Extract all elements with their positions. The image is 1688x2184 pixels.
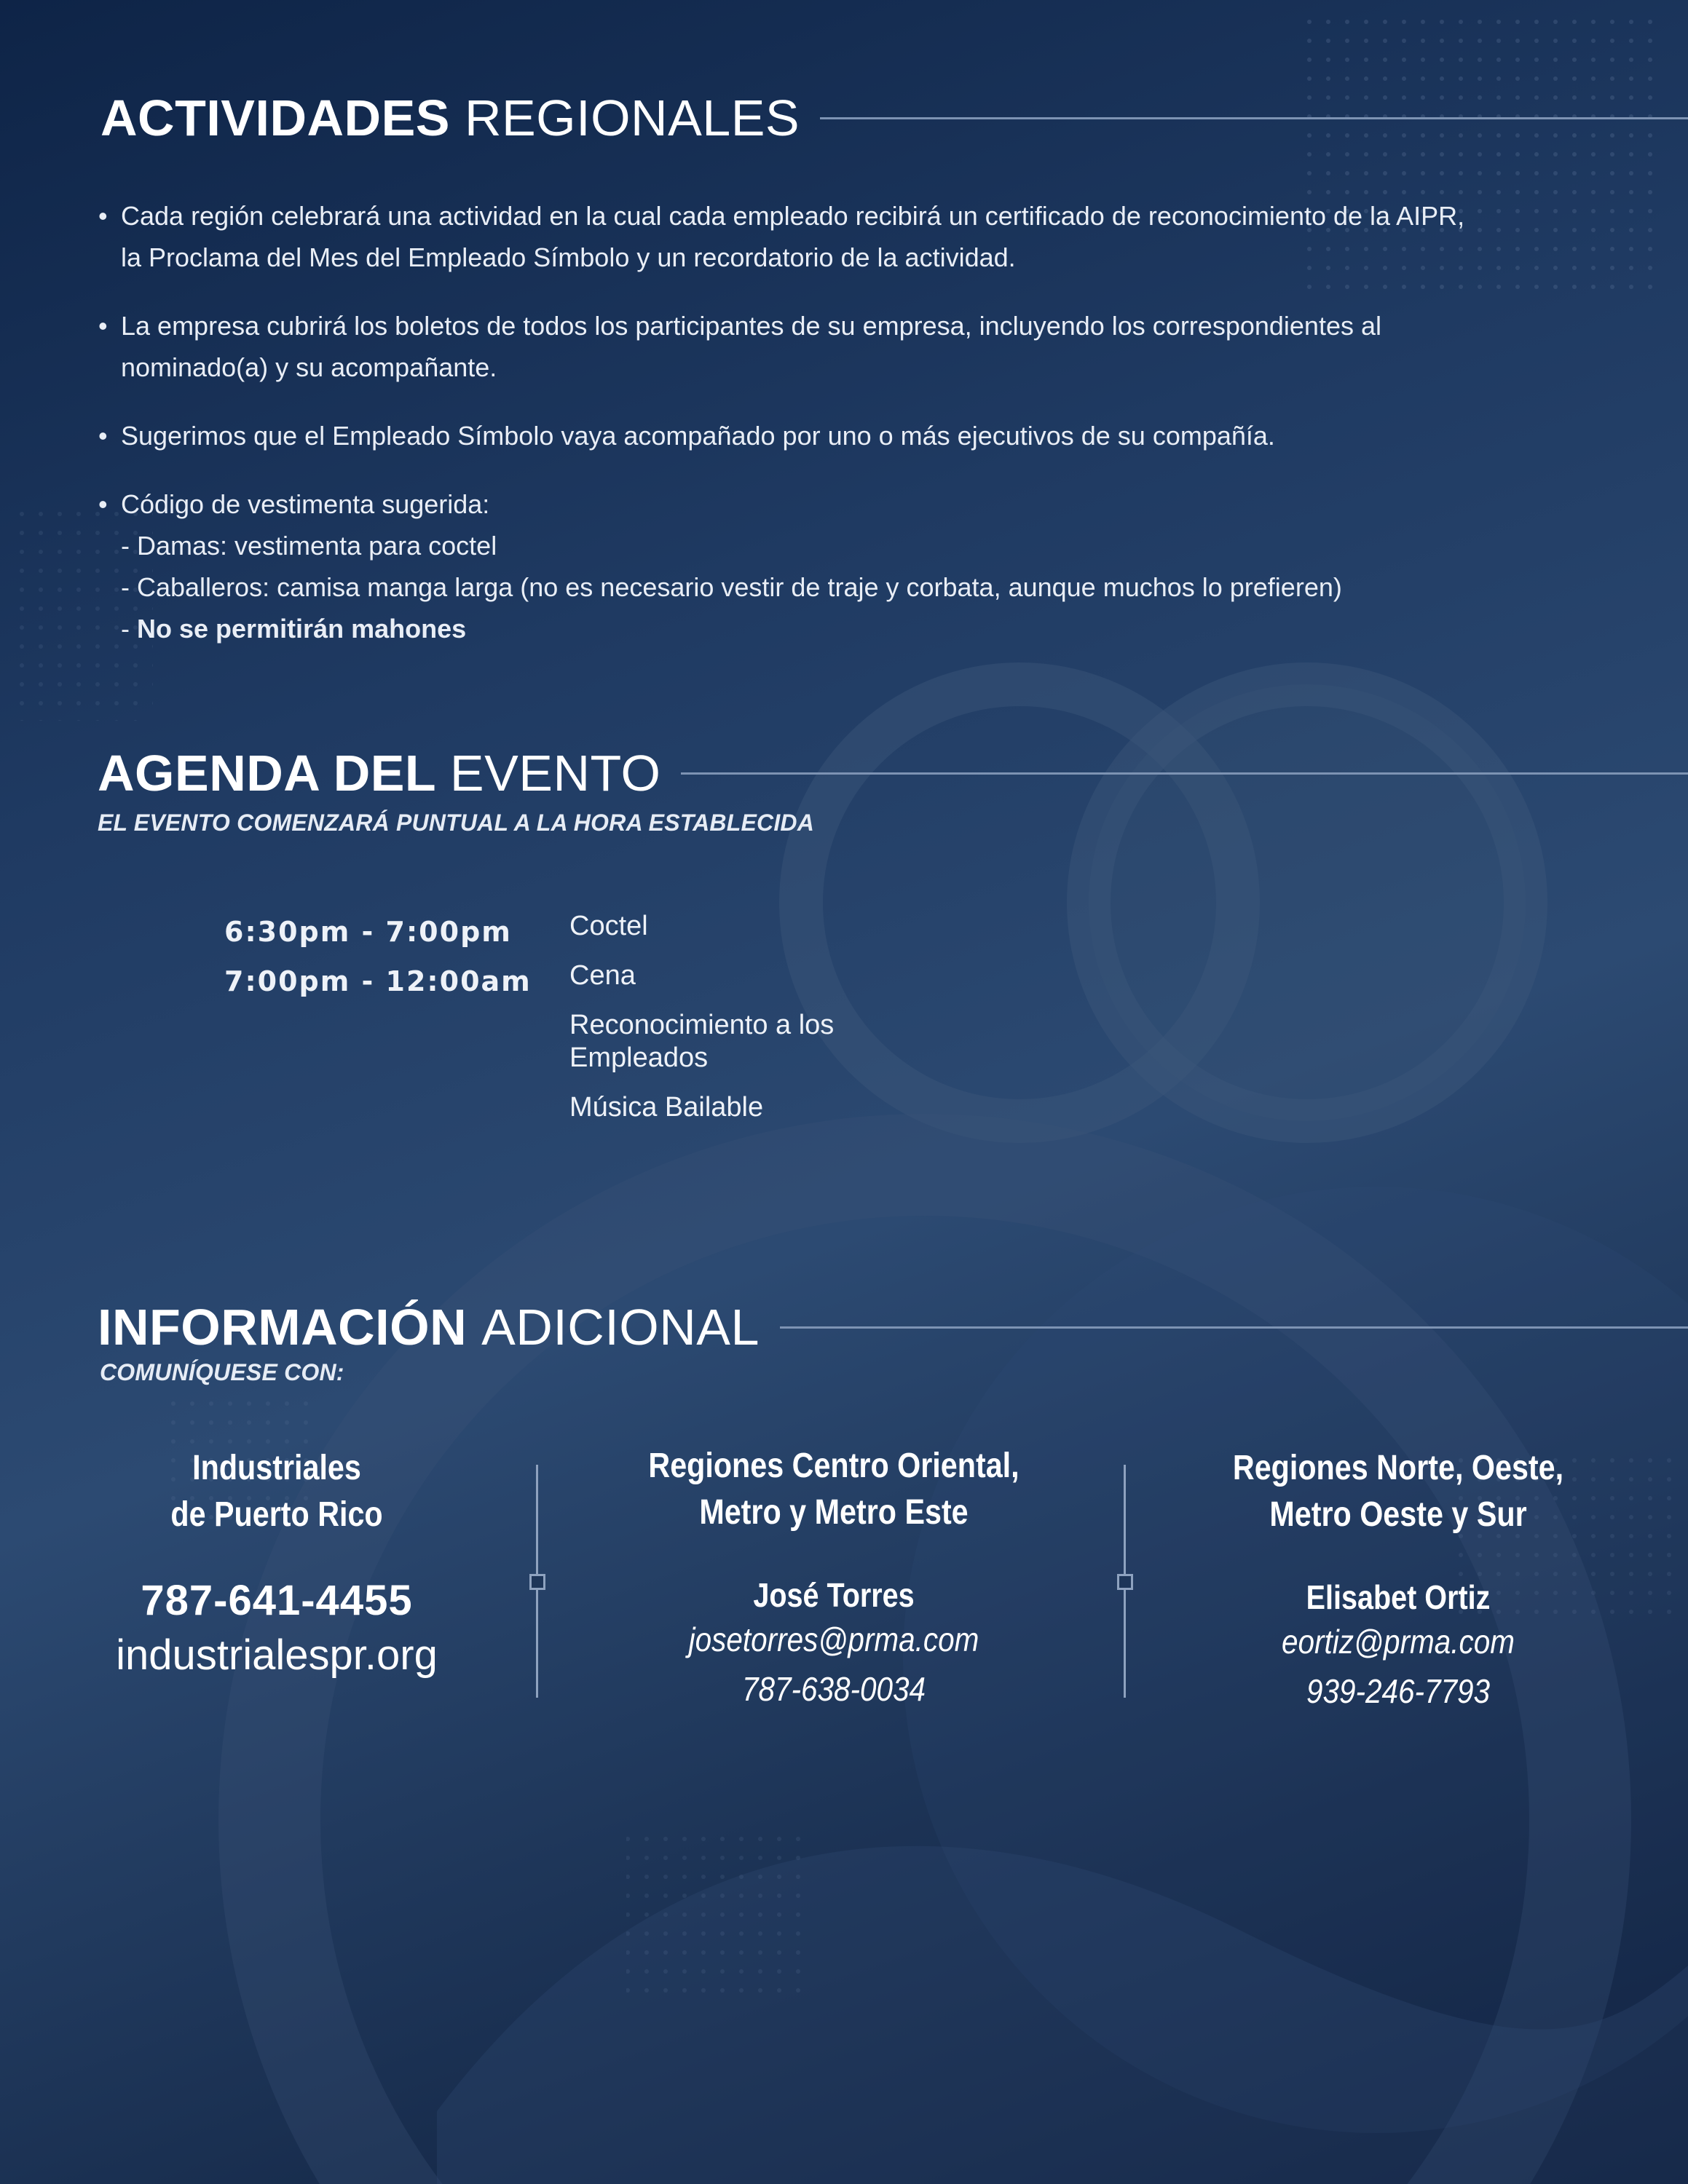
contact-title: Regiones Centro Oriental, Metro y Metro Este — [648, 1447, 1019, 1532]
bullet-icon: • — [98, 201, 108, 231]
column-divider — [536, 1465, 538, 1698]
agenda-title: AGENDA DEL EVENTO — [98, 745, 661, 802]
contact-phone[interactable]: 787-641-4455 — [141, 1577, 413, 1624]
agenda-row — [224, 960, 834, 1009]
agenda-time: 6:30pm - 7:00pm — [224, 916, 512, 948]
agenda-item: Música Bailable — [569, 1092, 764, 1123]
actividades-header — [0, 89, 1688, 147]
info-caption: COMUNÍQUESE CON: — [100, 1359, 344, 1385]
agenda-item: Reconocimiento a los Empleados — [569, 1010, 835, 1073]
contact-title: Regiones Norte, Oeste, Metro Oeste y Sur — [1232, 1449, 1564, 1534]
agenda-caption: EL EVENTO COMENZARÁ PUNTUAL A LA HORA ESTABLECIDA — [98, 810, 815, 836]
agenda-row — [224, 910, 834, 960]
contact-name: Elisabet Ortiz — [1306, 1578, 1491, 1616]
dress-code-warning: No se permitirán mahones — [137, 614, 467, 644]
agenda-table — [224, 910, 834, 1141]
contact-phone[interactable]: 787-638-0034 — [741, 1670, 926, 1708]
contact-norte — [1180, 1445, 1617, 1716]
bullet-icon: • — [98, 311, 108, 341]
column-divider — [1124, 1465, 1126, 1698]
header-rule — [780, 1326, 1688, 1329]
actividades-list — [98, 195, 1620, 676]
info-title: INFORMACIÓN ADICIONAL — [98, 1299, 760, 1356]
bullet-icon: • — [98, 489, 108, 519]
list-item: • Código de vestimenta sugerida: - Damas: vestimenta para coctel - Caballeros: camisa manga larga (no es necesario vestir de traje y corbata, aunque muchos lo prefieren) - No se permitirán mahones — [98, 483, 1620, 649]
agenda-row — [224, 1009, 834, 1091]
agenda-row — [224, 1091, 834, 1141]
contact-email[interactable]: josetorres@prma.com — [688, 1621, 979, 1658]
header-rule — [820, 117, 1688, 119]
list-item: • La empresa cubrirá los boletos de todos los participantes de su empresa, incluyendo los correspondientes al nominado(a) y su acompañante. — [98, 305, 1620, 388]
contact-title: Industriales de Puerto Rico — [170, 1449, 383, 1534]
agenda-time: 7:00pm - 12:00am — [224, 965, 532, 997]
agenda-header — [0, 744, 1688, 802]
bullet-icon: • — [98, 421, 108, 451]
contact-name: José Torres — [753, 1576, 915, 1614]
list-item: • Sugerimos que el Empleado Símbolo vaya acompañado por uno o más ejecutivos de su compañía. — [98, 415, 1620, 456]
agenda-item: Cena — [569, 960, 636, 991]
contact-email[interactable]: eortiz@prma.com — [1281, 1623, 1515, 1661]
contact-phone[interactable]: 939-246-7793 — [1306, 1672, 1491, 1710]
contact-industriales — [58, 1445, 495, 1679]
contact-centro — [583, 1443, 1085, 1714]
agenda-item: Coctel — [569, 911, 648, 941]
actividades-title: ACTIVIDADES REGIONALES — [100, 90, 800, 146]
info-header — [0, 1298, 1688, 1356]
list-item: • Cada región celebrará una actividad en la cual cada empleado recibirá un certificado de reconocimiento de la AIPR, la Proclama del Mes del Empleado Símbolo y un recordatorio de la actividad. — [98, 195, 1620, 278]
header-rule — [681, 772, 1688, 775]
website-link[interactable]: industrialespr.org — [116, 1631, 438, 1679]
